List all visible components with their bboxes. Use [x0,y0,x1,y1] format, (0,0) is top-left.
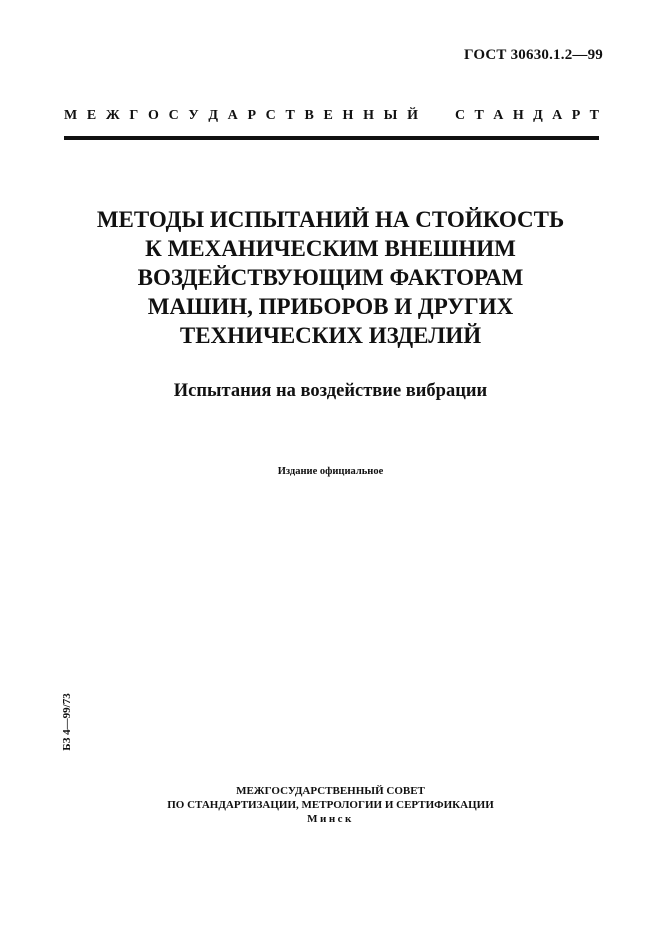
interstate-standard-label [64,108,599,124]
interstate-word [64,108,418,124]
spaced-letter: А [227,108,238,123]
spaced-letter: С [168,108,179,123]
spaced-letter: Н [363,108,374,123]
publisher-line: МЕЖГОСУДАРСТВЕННЫЙ СОВЕТ [236,785,425,797]
standard-word [455,108,599,124]
title-line: МЕТОДЫ ИСПЫТАНИЙ НА СТОЙКОСТЬ [96,207,565,232]
spaced-letter: Т [589,108,599,123]
spaced-letter: Р [571,108,581,123]
spaced-letter: М [64,108,78,123]
side-code-text: БЗ 4—99/73 [61,693,73,751]
spaced-letter: А [493,108,504,123]
spaced-letter: С [455,108,466,123]
spaced-letter: Е [86,108,97,123]
spaced-letter: Т [285,108,295,123]
spaced-letter: У [188,108,199,123]
publisher-line: ПО СТАНДАРТИЗАЦИИ, МЕТРОЛОГИИ И СЕРТИФИКАЦИИ [167,799,494,811]
spaced-letter: Е [323,108,333,123]
title-line: ВОЗДЕЙСТВУЮЩИМ ФАКТОРАМ [137,265,524,290]
spaced-letter: А [552,108,563,123]
publisher-block [40,784,621,826]
spaced-letter: Ы [383,108,398,123]
document-title [40,205,621,350]
spaced-letter: Н [342,108,354,123]
edition-note: Издание официальное [277,466,384,477]
spaced-letter: Р [247,108,256,123]
spaced-letter: Т [474,108,484,123]
spaced-letter: Н [512,108,524,123]
spaced-letter: Д [533,108,543,123]
standard-number: ГОСТ 30630.1.2—99 [463,47,603,63]
title-line: ТЕХНИЧЕСКИХ ИЗДЕЛИЙ [179,323,482,348]
spaced-letter: В [304,108,314,123]
document-subtitle: Испытания на воздействие вибрации [173,381,488,401]
title-line: К МЕХАНИЧЕСКИМ ВНЕШНИМ [145,236,516,261]
spaced-letter: Ж [105,108,120,123]
spaced-letter: Д [208,108,218,123]
spaced-letter: О [148,108,159,123]
title-line: МАШИН, ПРИБОРОВ И ДРУГИХ [147,294,514,319]
spaced-letter: Й [407,108,418,123]
publisher-city: Минск [307,813,354,825]
spaced-letter: С [265,108,276,123]
header-rule [64,136,599,140]
spaced-letter: Г [129,108,139,123]
